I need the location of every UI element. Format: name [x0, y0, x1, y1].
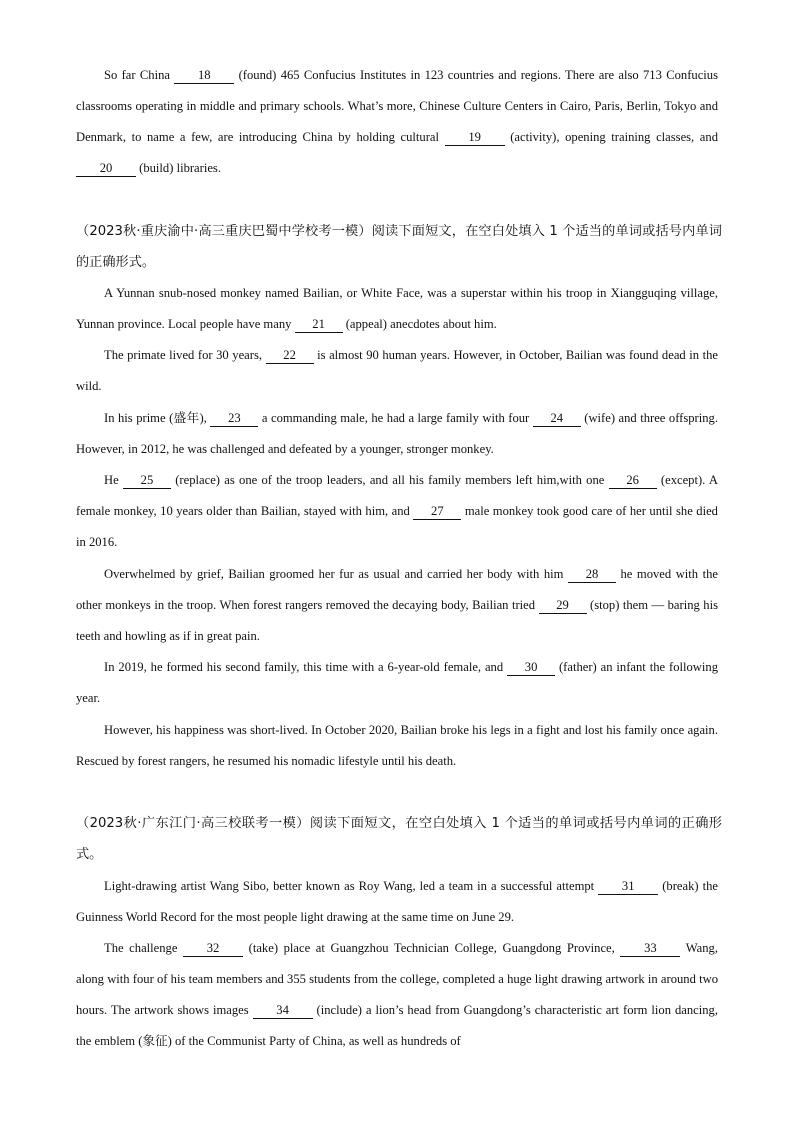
text: The challenge: [104, 941, 184, 955]
bailian-paragraph-2: [76, 340, 718, 402]
section-heading-light-drawing: （2023秋·广东江门·高三校联考一模）阅读下面短文，在空白处填入 1 个适当的单词或括号内单词的正确形式。: [76, 816, 722, 862]
text: (appeal) anecdotes about him.: [342, 317, 497, 331]
text: (replace) as one of the troop leaders, and all his family members left him,with one: [170, 473, 609, 487]
text: (include) a lion’s head from Guangdong’s characteristic art form lion dancing, the emblem (象征) of the Communist Party of China, as well as hundreds of: [76, 1003, 718, 1048]
text: (build) libraries.: [136, 161, 221, 175]
text: He: [104, 473, 123, 487]
text: Overwhelmed by grief, Bailian groomed her fur as usual and carried her body with him: [104, 567, 568, 581]
answer-blank-31[interactable]: 31: [598, 879, 658, 895]
text: (father) an infant the following year.: [76, 660, 718, 705]
bailian-paragraph-1: [76, 278, 718, 340]
text: (activity), opening training classes, and: [504, 130, 718, 144]
answer-blank-20[interactable]: 20: [76, 161, 136, 177]
text: (found) 465 Confucius Institutes in 123 countries and regions. There are also 713 Confucius classrooms operating in middle and primary schools. What’s more, Chinese Culture Centers in Cairo, Paris, Berlin, Tokyo and Denmark, to name a few, are introducing China by holding cultural: [76, 68, 718, 144]
text: (wife) and three offspring. However, in 2012, he was challenged and defeated by a younger, stronger monkey.: [76, 411, 718, 456]
text: (take) place at Guangzhou Technician College, Guangdong Province,: [243, 941, 621, 955]
section-heading-bailian: （2023秋·重庆渝中·高三重庆巴蜀中学校考一模）阅读下面短文，在空白处填入 1 个适当的单词或括号内单词的正确形式。: [76, 224, 722, 270]
text: (break) the Guinness World Record for the most people light drawing at the same time on June 29.: [76, 879, 718, 924]
bailian-paragraph-7: However, his happiness was short-lived. In October 2020, Bailian broke his legs in a fight and lost his family once again. Rescued by forest rangers, he resumed his nomadic lifestyle until his death.: [76, 723, 718, 768]
bailian-paragraph-3: [76, 403, 718, 465]
text: is almost 90 human years. However, in October, Bailian was found dead in the wild.: [76, 348, 718, 393]
light-drawing-paragraph-1: [76, 871, 718, 933]
passage-confucius: [76, 60, 718, 184]
text: In his prime (盛年),: [104, 411, 211, 425]
light-drawing-paragraph-2: [76, 933, 718, 1057]
text: he moved with the other monkeys in the troop. When forest rangers removed the decaying body, Bailian tried: [76, 567, 718, 612]
answer-blank-34[interactable]: 34: [253, 1003, 313, 1019]
text: The primate lived for 30 years,: [104, 348, 266, 362]
answer-blank-19[interactable]: 19: [445, 130, 505, 146]
answer-blank-29[interactable]: 29: [539, 598, 587, 614]
answer-blank-27[interactable]: 27: [413, 504, 461, 520]
answer-blank-28[interactable]: 28: [568, 567, 616, 583]
bailian-paragraph-6: [76, 652, 718, 714]
answer-blank-25[interactable]: 25: [123, 473, 171, 489]
text: So far China: [104, 68, 175, 82]
answer-blank-33[interactable]: 33: [620, 941, 680, 957]
answer-blank-24[interactable]: 24: [533, 411, 581, 427]
answer-blank-30[interactable]: 30: [507, 660, 555, 676]
answer-blank-18[interactable]: 18: [174, 68, 234, 84]
text: (stop) them — baring his teeth and howling as if in great pain.: [76, 598, 718, 643]
text: In 2019, he formed his second family, this time with a 6-year-old female, and: [104, 660, 508, 674]
text: A Yunnan snub-nosed monkey named Bailian, or White Face, was a superstar within his troop in Xiangguqing village, Yunnan province. Local people have many: [76, 286, 718, 331]
text: (except). A female monkey, 10 years older than Bailian, stayed with him, and: [76, 473, 718, 518]
answer-blank-22[interactable]: 22: [266, 348, 314, 364]
answer-blank-26[interactable]: 26: [609, 473, 657, 489]
text: male monkey took good care of her until she died in 2016.: [76, 504, 718, 549]
answer-blank-32[interactable]: 32: [183, 941, 243, 957]
bailian-paragraph-4: [76, 465, 718, 558]
answer-blank-23[interactable]: 23: [210, 411, 258, 427]
text: Wang, along with four of his team members and 355 students from the college, completed a huge light drawing artwork in around two hours. The artwork shows images: [76, 941, 718, 1017]
answer-blank-21[interactable]: 21: [295, 317, 343, 333]
bailian-paragraph-5: [76, 559, 718, 652]
text: Light-drawing artist Wang Sibo, better known as Roy Wang, led a team in a successful attempt: [104, 879, 599, 893]
text: a commanding male, he had a large family with four: [258, 411, 533, 425]
